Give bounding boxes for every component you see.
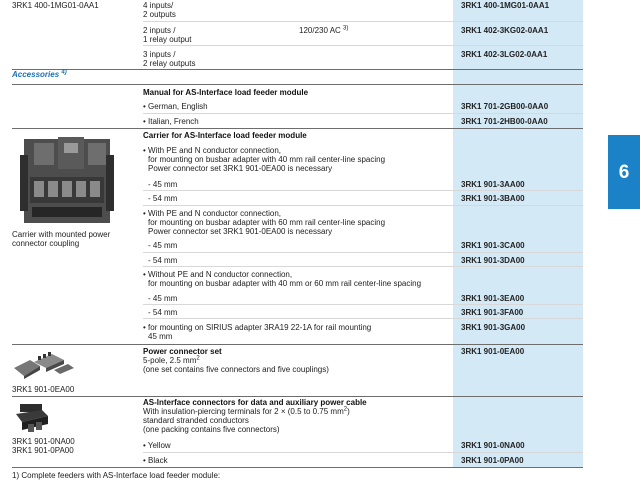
as-connector-color-item: • Black (143, 456, 168, 465)
carrier-size-item: - 45 mm (148, 294, 178, 303)
power-connector-line1: 5-pole, 2.5 $mm^2$ (143, 355, 200, 365)
carrier-group1-line3: Power connector set 3RK1 901-0EA00 is necessary (148, 164, 333, 173)
carrier-group1-line2: for mounting on busbar adapter with 40 mm rail center-line spacing (148, 155, 386, 164)
section-rule (12, 396, 583, 397)
row1-desc-line2: 2 outputs (143, 10, 176, 19)
carrier-heading: Carrier for AS-Interface load feeder module (143, 131, 307, 140)
order-number: 3RK1 901-3CA00 (461, 241, 525, 250)
carrier-group3-line1: • Without PE and N conductor connection, (143, 270, 293, 279)
carrier-size-item: - 45 mm (148, 241, 178, 250)
carrier-size-item: - 54 mm (148, 308, 178, 317)
section-tab[interactable]: 6 (608, 135, 640, 209)
as-connector-image-caption-line1: 3RK1 901-0NA00 (12, 437, 75, 446)
as-interface-connector-image (12, 400, 52, 434)
carrier-image-caption-line1: Carrier with mounted power (12, 230, 111, 239)
divider (143, 21, 583, 22)
divider (143, 45, 583, 46)
divider (143, 205, 583, 206)
manual-item-german: • German, English (143, 102, 208, 111)
order-number: 3RK1 402-3LG02-0AA1 (461, 50, 548, 59)
carrier-image-caption-line2: connector coupling (12, 239, 80, 248)
carrier-group3-line2: for mounting on busbar adapter with 40 mm or 60 mm rail center-line spacing (148, 279, 422, 288)
row2-desc-line1: 2 inputs / (143, 26, 176, 35)
voltage-value: 120/230 AC $^{3)}$ (299, 25, 349, 35)
section-rule (12, 84, 583, 85)
footnote: 1) Complete feeders with AS-Interface load feeder module: (12, 471, 221, 480)
order-number-column (453, 0, 583, 468)
row1-desc-line1: 4 inputs/ (143, 1, 174, 10)
as-connectors-line1: With insulation-piercing terminals for 2 × (0.5 to 0.75 $mm^2$) (143, 406, 350, 416)
order-number: 3RK1 901-0EA00 (461, 347, 525, 356)
carrier-size-item: - 54 mm (148, 194, 178, 203)
divider (143, 113, 583, 114)
accessories-footnote: 4) (61, 69, 67, 76)
as-connectors-line2: standard stranded conductors (143, 416, 249, 425)
row2-desc-line2: 1 relay output (143, 35, 192, 44)
carrier-sirius-line1: • for mounting on SIRIUS adapter 3RA19 22-1A for rail mounting (143, 323, 372, 332)
carrier-group1-line1: • With PE and N conductor connection, (143, 146, 281, 155)
as-connector-image-caption-line2: 3RK1 901-0PA00 (12, 446, 74, 455)
as-connectors-line3: (one packing contains five connectors) (143, 425, 280, 434)
order-number: 3RK1 402-3KG02-0AA1 (461, 26, 549, 35)
power-connector-image (12, 348, 76, 380)
order-number: 3RK1 400-1MG01-0AA1 (461, 1, 550, 10)
order-number: 3RK1 701-2GB00-0AA0 (461, 102, 549, 111)
order-number: 3RK1 901-3BA00 (461, 194, 525, 203)
row3-desc-line1: 3 inputs / (143, 50, 176, 59)
top-image-caption: 3RK1 400-1MG01-0AA1 (12, 1, 99, 10)
order-number: 3RK1 901-3FA00 (461, 308, 524, 317)
divider (143, 190, 583, 191)
power-connector-line2: (one set contains five connectors and five couplings) (143, 365, 329, 374)
order-number: 3RK1 901-0NA00 (461, 441, 525, 450)
divider (143, 252, 583, 253)
power-connector-heading: Power connector set (143, 347, 222, 356)
accessories-heading: Accessories $^{4)}$ (12, 69, 67, 79)
section-rule (12, 128, 583, 129)
section-rule (12, 344, 583, 345)
power-connector-image-caption: 3RK1 901-0EA00 (12, 385, 75, 394)
order-number: 3RK1 901-3EA00 (461, 294, 525, 303)
as-connectors-heading: AS-Interface connectors for data and auxiliary power cable (143, 398, 367, 407)
as-connector-color-item: • Yellow (143, 441, 171, 450)
carrier-size-item: - 54 mm (148, 256, 178, 265)
carrier-group2-line1: • With PE and N conductor connection, (143, 209, 281, 218)
order-number: 3RK1 701-2HB00-0AA0 (461, 117, 548, 126)
carrier-group2-line3: Power connector set 3RK1 901-0EA00 is necessary (148, 227, 333, 236)
order-number: 3RK1 901-0PA00 (461, 456, 524, 465)
order-number: 3RK1 901-3AA00 (461, 180, 525, 189)
section-rule (12, 69, 583, 70)
row3-desc-line2: 2 relay outputs (143, 59, 196, 68)
divider (143, 318, 583, 319)
carrier-size-item: - 45 mm (148, 180, 178, 189)
divider (143, 304, 583, 305)
section-rule (12, 467, 583, 468)
carrier-sirius-line2: 45 mm (148, 332, 173, 341)
carrier-group2-line2: for mounting on busbar adapter with 60 mm rail center-line spacing (148, 218, 386, 227)
divider (143, 452, 583, 453)
voltage-footnote: 3) (343, 25, 349, 32)
manual-item-italian: • Italian, French (143, 117, 199, 126)
order-number: 3RK1 901-3GA00 (461, 323, 526, 332)
manual-heading: Manual for AS-Interface load feeder module (143, 88, 309, 97)
divider (143, 266, 583, 267)
order-number: 3RK1 901-3DA00 (461, 256, 525, 265)
carrier-product-image (12, 133, 124, 228)
